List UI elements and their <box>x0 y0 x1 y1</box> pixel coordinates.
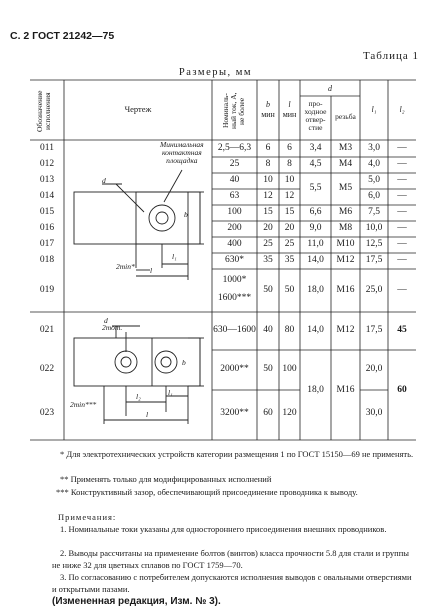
row-b: 35 <box>263 255 273 265</box>
row-d: 9,0 <box>309 223 322 233</box>
col-designation: Обозначение исполнения <box>35 90 52 132</box>
row-current: 3200** <box>220 408 249 418</box>
row-b: 25 <box>263 239 273 249</box>
col-d-through: про- ходное отвер- стие <box>304 99 327 132</box>
row-l: 20 <box>284 223 295 233</box>
row-code: 018 <box>39 255 55 265</box>
row-d: 18,0 <box>307 285 324 295</box>
drawing1-label-2tmin: 2тіп* <box>116 262 135 271</box>
row-current: 63 <box>229 191 240 201</box>
row-d: 3,4 <box>309 143 322 153</box>
col-b: b <box>266 100 270 109</box>
row-l: 15 <box>284 207 295 217</box>
row-l: 10 <box>284 175 295 185</box>
row-l2: — <box>397 255 407 265</box>
row-b: 40 <box>263 325 273 335</box>
row-current-2: 1600*** <box>217 293 252 303</box>
row-current: 630—1600 <box>213 325 256 335</box>
footnote-2: ** Применять только для модифицированных исполнений <box>60 474 272 484</box>
row-b: 60 <box>263 408 273 418</box>
row-l1: 30,0 <box>365 408 383 418</box>
row-b: 6 <box>265 143 271 153</box>
row-l1: 3,0 <box>368 143 380 153</box>
row-b: 20 <box>263 223 273 233</box>
row-d: 14,0 <box>307 255 324 265</box>
row-code: 011 <box>40 143 54 153</box>
row-l1: 6,0 <box>368 191 380 201</box>
col-l: l <box>288 100 291 109</box>
row-d: 14,0 <box>307 325 324 335</box>
row-l2: 45 <box>397 325 407 335</box>
col-d-thread: резьба <box>335 112 356 121</box>
row-b: 50 <box>263 285 273 295</box>
row-l2: — <box>397 159 407 169</box>
row-current: 100 <box>227 207 242 217</box>
note-3: 3. По согласованию с потребителем допускаются исполнения выводов с овальными отверстиями и открытыми пазами. <box>52 572 412 594</box>
row-b: 10 <box>263 175 273 185</box>
col-b-unit: мин <box>261 110 275 119</box>
row-thread: М12 <box>336 325 355 335</box>
col-l-unit: мин <box>282 110 297 119</box>
drawing2-label-l: l <box>146 410 149 419</box>
row-code: 014 <box>39 191 55 201</box>
drawing1-label-l: l <box>150 266 153 275</box>
drawing2-label-2tot: 2тот. <box>102 323 123 332</box>
row-code: 022 <box>39 364 55 374</box>
row-l: 8 <box>287 159 292 169</box>
page-header: С. 2 ГОСТ 21242—75 <box>10 30 115 42</box>
note-1: 1. Номинальные токи указаны для одностороннего присоединения внешних проводников. <box>60 524 387 534</box>
terminal-drawing-double <box>64 312 212 440</box>
row-l1: 17,5 <box>365 255 383 265</box>
row-l: 50 <box>284 285 295 295</box>
row-code: 021 <box>39 325 55 335</box>
row-l1: 4,0 <box>368 159 380 169</box>
row-b: 8 <box>265 159 271 169</box>
row-thread: М3 <box>338 143 353 153</box>
merged-thread-013-014: М5 <box>338 183 353 193</box>
row-l: 35 <box>284 255 295 265</box>
row-current: 1000* <box>222 275 247 285</box>
row-current: 2000** <box>220 364 249 374</box>
row-l: 25 <box>284 239 295 249</box>
footnote-3: *** Конструктивный зазор, обеспечивающий присоединение проводника к выводу. <box>56 487 358 497</box>
row-thread: М10 <box>336 239 355 249</box>
col-drawing: Чертеж <box>124 104 152 114</box>
drawing2-label-2tmin: 2тіп*** <box>70 400 97 409</box>
row-l2: — <box>397 191 407 201</box>
row-thread: М6 <box>338 207 353 217</box>
drawing1-label-contact: Минимальная контактная площадка <box>160 140 204 165</box>
row-thread: М16 <box>336 285 355 295</box>
row-thread: М4 <box>338 159 353 169</box>
row-current: 2,5—6,3 <box>217 143 252 153</box>
row-code: 023 <box>39 408 55 418</box>
row-current: 25 <box>229 159 240 169</box>
drawing2-label-l2: l₂ <box>136 392 141 401</box>
row-code: 015 <box>39 207 55 217</box>
row-l1: 17,5 <box>365 325 383 335</box>
row-b: 50 <box>263 364 273 374</box>
row-b: 12 <box>263 191 273 201</box>
drawing1-label-l1: l₁ <box>172 252 177 261</box>
row-l2: — <box>397 175 407 185</box>
row-l2: — <box>397 239 407 249</box>
row-d: 11,0 <box>307 239 324 249</box>
row-code: 017 <box>39 239 55 249</box>
row-l: 80 <box>284 325 295 335</box>
row-b: 15 <box>263 207 273 217</box>
merged-d-022-023: 18,0 <box>307 385 324 395</box>
row-code: 013 <box>39 175 55 185</box>
row-code: 012 <box>39 159 55 169</box>
footnote-1: * Для электротехнических устройств категории размещения 1 по ГОСТ 15150—69 не применять. <box>60 449 414 459</box>
table-label: Таблица 1 <box>362 50 419 62</box>
row-l1: 25,0 <box>365 285 383 295</box>
drawing2-label-l1: l₁ <box>168 388 173 397</box>
row-l2: — <box>397 143 407 153</box>
row-l1: 12,5 <box>365 239 383 249</box>
row-l2: — <box>397 223 407 233</box>
row-current: 200 <box>227 223 242 233</box>
col-d: d <box>328 84 332 93</box>
row-l1: 5,0 <box>368 175 380 185</box>
merged-thread-022-023: М16 <box>336 385 355 395</box>
col-l2: l₂ <box>399 105 405 114</box>
row-current: 40 <box>229 175 240 185</box>
row-l: 120 <box>282 408 297 418</box>
col-l1: l₁ <box>371 105 377 114</box>
row-code: 019 <box>39 285 55 295</box>
row-current: 400 <box>227 239 242 249</box>
row-l1: 7,5 <box>368 207 380 217</box>
row-code: 016 <box>39 223 55 233</box>
row-d: 6,6 <box>309 207 322 217</box>
row-l1: 20,0 <box>365 364 383 374</box>
table-caption: Размеры, мм <box>178 67 253 78</box>
row-l: 100 <box>282 364 297 374</box>
col-current: Номиналь- ный ток, А, не более <box>221 92 246 130</box>
drawing1-label-d: d <box>102 176 106 185</box>
row-l2: — <box>397 207 407 217</box>
row-d: 4,5 <box>309 159 322 169</box>
row-thread: М8 <box>338 223 353 233</box>
row-l: 12 <box>284 191 295 201</box>
amendment-note: (Измененная редакция, Изм. № 3). <box>52 596 221 607</box>
row-l2: — <box>397 285 407 295</box>
notes-title: Примечания: <box>58 512 117 522</box>
row-current: 630* <box>225 255 244 265</box>
terminal-drawing-single <box>64 140 212 312</box>
merged-l2-022-023: 60 <box>397 385 407 395</box>
drawing1-label-b: b <box>184 210 188 219</box>
row-l1: 10,0 <box>365 223 383 233</box>
note-2: 2. Выводы рассчитаны на применение болтов (винтов) класса прочности 5.8 для стали и группы не ниже 32 для цветных сплавов по ГОСТ 1759—70. <box>52 548 409 570</box>
drawing2-label-b: b <box>182 358 186 367</box>
merged-d-013-014: 5,5 <box>309 183 322 193</box>
drawing2-label-d: d <box>104 316 108 325</box>
row-thread: М12 <box>336 255 355 265</box>
row-l: 6 <box>287 143 292 153</box>
